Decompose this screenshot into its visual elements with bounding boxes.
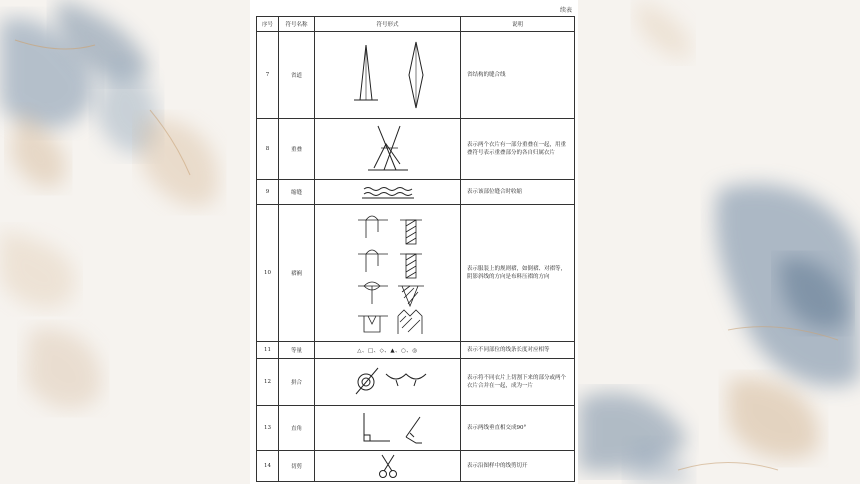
joining-symbol-icon (328, 362, 448, 402)
table-row (257, 205, 575, 342)
table-row (257, 406, 575, 451)
row-number: 11 (257, 342, 279, 359)
symbol-table (256, 16, 575, 482)
right-angle-symbol-icon (328, 409, 448, 447)
continued-label: 续表 (559, 7, 572, 14)
symbol-name: 拼合 (279, 359, 315, 406)
table-row (257, 119, 575, 180)
row-number: 8 (257, 119, 279, 180)
header-symbol-name: 符号名称 (279, 17, 315, 32)
symbol-description: 表示不同部位的线条长度对应相等 (461, 342, 575, 359)
watercolor-background-right (578, 0, 860, 484)
symbol-description: 表示将不同衣片上切割下来的部分或两个衣片合并在一起，成为一片 (461, 359, 575, 406)
equal-length-symbols: △、□、◇、▲、○、◎ (315, 342, 461, 359)
row-number: 14 (257, 451, 279, 482)
symbol-description: 表示两线垂直相交成90° (461, 406, 575, 451)
symbol-description: 表示沿图样中的线剪切开 (461, 451, 575, 482)
row-number: 12 (257, 359, 279, 406)
table-row (257, 180, 575, 205)
table-row (257, 451, 575, 482)
symbol-name: 褶裥 (279, 205, 315, 342)
pleat-symbol-icon (328, 208, 448, 338)
table-row (257, 342, 575, 359)
symbol-figure (315, 359, 461, 406)
symbol-name: 省道 (279, 32, 315, 119)
symbol-description: 表示两个衣片有一部分重叠在一起，用重叠符号表示重叠部分的各自归属衣片 (461, 119, 575, 180)
header-description: 说明 (461, 17, 575, 32)
symbol-figure (315, 119, 461, 180)
overlap-symbol-icon (328, 122, 448, 176)
symbol-figure (315, 32, 461, 119)
symbol-figure (315, 180, 461, 205)
dart-symbol-icon (328, 40, 448, 110)
row-number: 13 (257, 406, 279, 451)
symbol-figure (315, 406, 461, 451)
symbol-name: 直角 (279, 406, 315, 451)
symbol-name: 重叠 (279, 119, 315, 180)
table-row (257, 32, 575, 119)
table-header-row (257, 17, 575, 32)
watercolor-background-left (0, 0, 250, 484)
symbol-description: 表示该部位缝合时收缩 (461, 180, 575, 205)
symbol-name: 等量 (279, 342, 315, 359)
document-page (250, 0, 578, 484)
header-index: 序号 (257, 17, 279, 32)
scissors-icon (328, 453, 448, 479)
row-number: 10 (257, 205, 279, 342)
symbol-description: 省结构的缝合线 (461, 32, 575, 119)
table-row (257, 359, 575, 406)
symbol-figure (315, 451, 461, 482)
gathering-symbol-icon (328, 183, 448, 201)
row-number: 7 (257, 32, 279, 119)
symbol-name: 缩缝 (279, 180, 315, 205)
symbol-description: 表示服装上的规则褶，如倒褶、对褶等，阴影斜线的方向是布料压褶的方向 (461, 205, 575, 342)
symbol-name: 切剪 (279, 451, 315, 482)
symbol-figure (315, 205, 461, 342)
header-symbol-form: 符号形式 (315, 17, 461, 32)
row-number: 9 (257, 180, 279, 205)
